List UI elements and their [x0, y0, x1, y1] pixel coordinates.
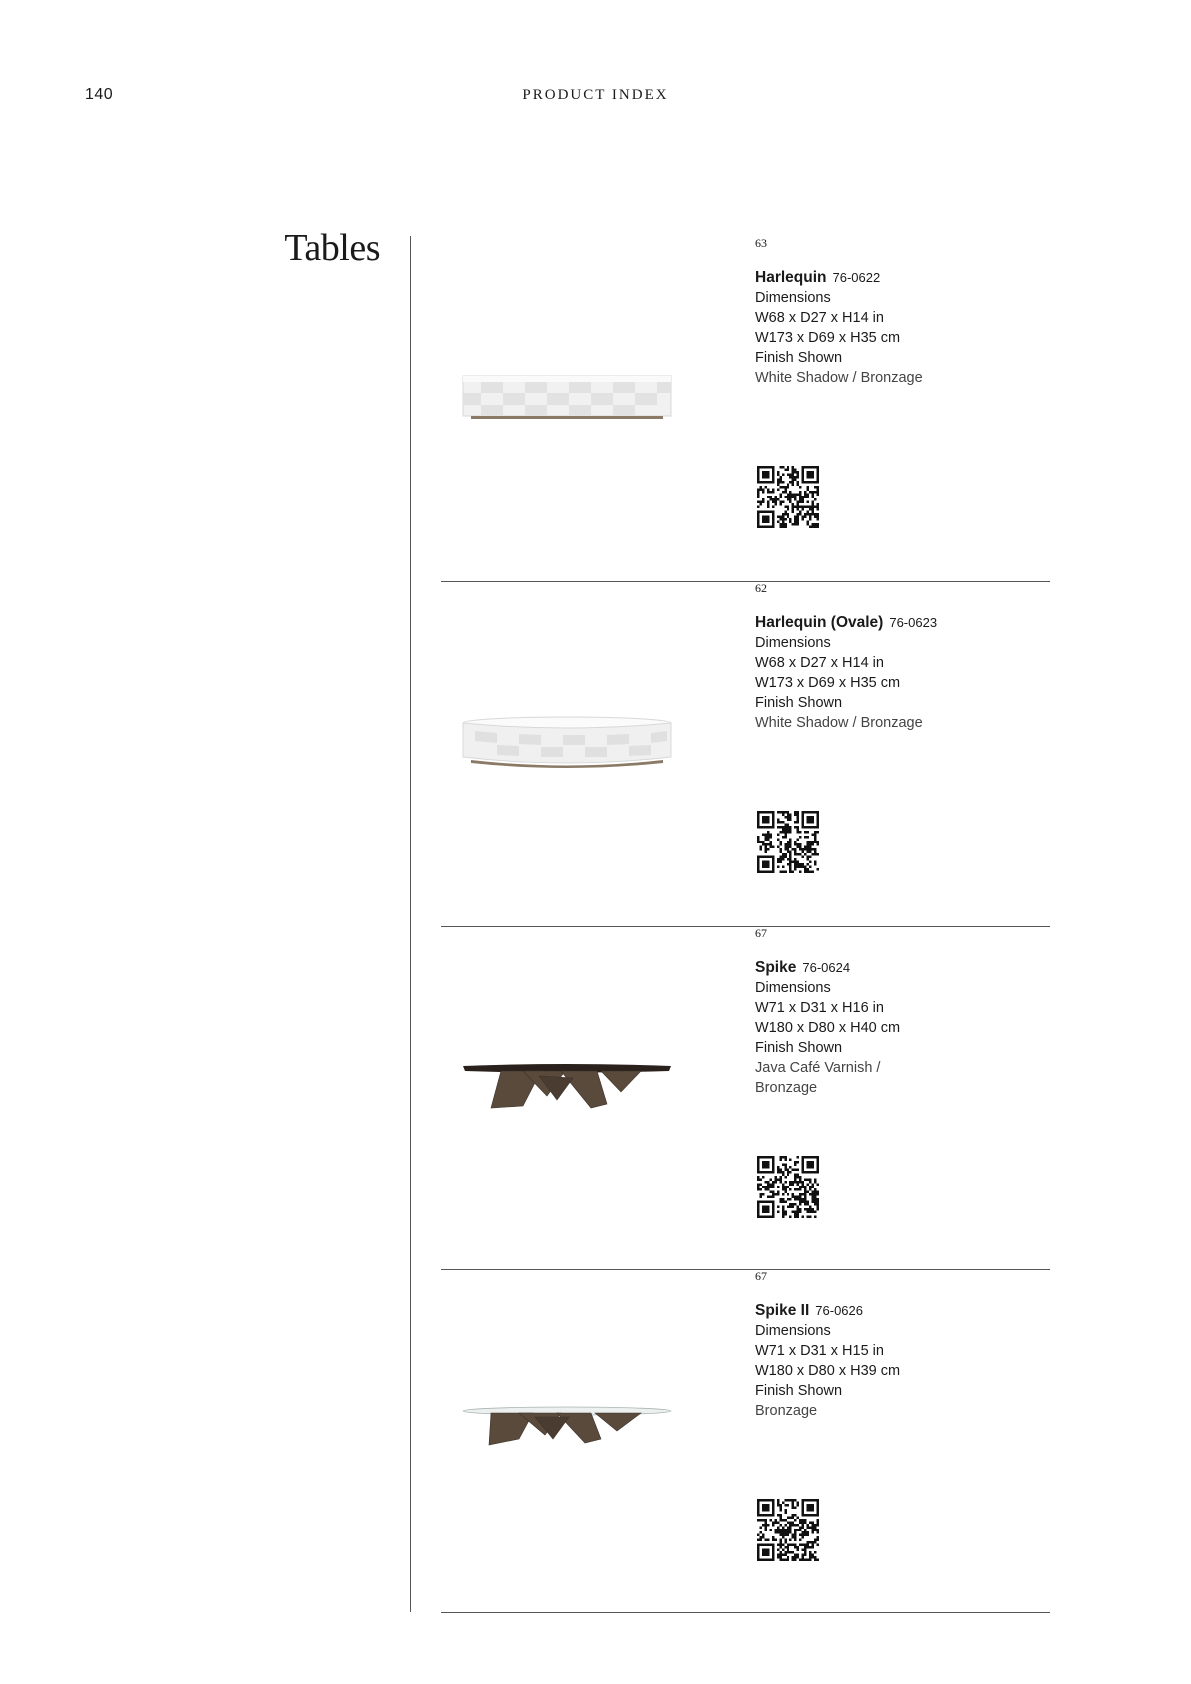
running-head: PRODUCT INDEX — [522, 87, 669, 103]
product-info — [755, 958, 1045, 1098]
dimensions-cm: W173 x D69 x H35 cm — [755, 675, 901, 691]
product-info — [755, 613, 1045, 733]
harlequin-table-image — [461, 366, 673, 426]
dimensions-inches: W68 x D27 x H14 in — [755, 310, 884, 326]
finish-label: Finish Shown — [755, 1383, 843, 1399]
product-code: 76-0626 — [815, 1303, 863, 1318]
section-title: Tables — [284, 227, 380, 269]
spike-table-image — [461, 1056, 673, 1116]
dimensions-label: Dimensions — [755, 290, 831, 306]
product-entry — [441, 1269, 1050, 1613]
dimensions-inches: W71 x D31 x H15 in — [755, 1343, 884, 1359]
finish-value: Java Café Varnish / — [755, 1060, 881, 1076]
spike-ii-table-image — [461, 1399, 673, 1459]
qr-code-icon — [757, 1499, 819, 1561]
finish-label: Finish Shown — [755, 1040, 843, 1056]
dimensions-label: Dimensions — [755, 980, 831, 996]
qr-code-icon — [757, 1156, 819, 1218]
page-reference: 63 — [755, 236, 767, 250]
dimensions-cm: W173 x D69 x H35 cm — [755, 330, 901, 346]
finish-label: Finish Shown — [755, 695, 843, 711]
dimensions-label: Dimensions — [755, 635, 831, 651]
dimensions-cm: W180 x D80 x H40 cm — [755, 1020, 901, 1036]
harlequin-ovale-table-image — [461, 711, 673, 771]
page-number: 140 — [85, 86, 114, 103]
finish-value: Bronzage — [755, 1080, 818, 1096]
product-info — [755, 1301, 1045, 1421]
product-name: Harlequin — [755, 269, 827, 286]
finish-label: Finish Shown — [755, 350, 843, 366]
product-name: Harlequin (Ovale) — [755, 614, 884, 631]
product-name: Spike II — [755, 1302, 810, 1319]
product-code: 76-0622 — [832, 270, 881, 285]
product-name: Spike — [755, 959, 797, 976]
page-reference: 67 — [755, 926, 767, 940]
dimensions-inches: W68 x D27 x H14 in — [755, 655, 884, 671]
finish-value: White Shadow / Bronzage — [755, 370, 923, 386]
product-code: 76-0624 — [802, 960, 851, 975]
dimensions-cm: W180 x D80 x H39 cm — [755, 1363, 901, 1379]
dimensions-inches: W71 x D31 x H16 in — [755, 1000, 884, 1016]
product-entry — [441, 926, 1050, 1270]
page-reference: 62 — [755, 581, 767, 595]
product-info — [755, 268, 1045, 388]
page-reference: 67 — [755, 1269, 767, 1283]
product-code: 76-0623 — [889, 615, 938, 630]
product-entry — [441, 236, 1050, 582]
finish-value: Bronzage — [755, 1403, 818, 1419]
product-entry — [441, 581, 1050, 927]
vertical-divider — [410, 236, 411, 1612]
finish-value: White Shadow / Bronzage — [755, 715, 923, 731]
qr-code-icon — [757, 466, 819, 528]
dimensions-label: Dimensions — [755, 1323, 831, 1339]
qr-code-icon — [757, 811, 819, 873]
